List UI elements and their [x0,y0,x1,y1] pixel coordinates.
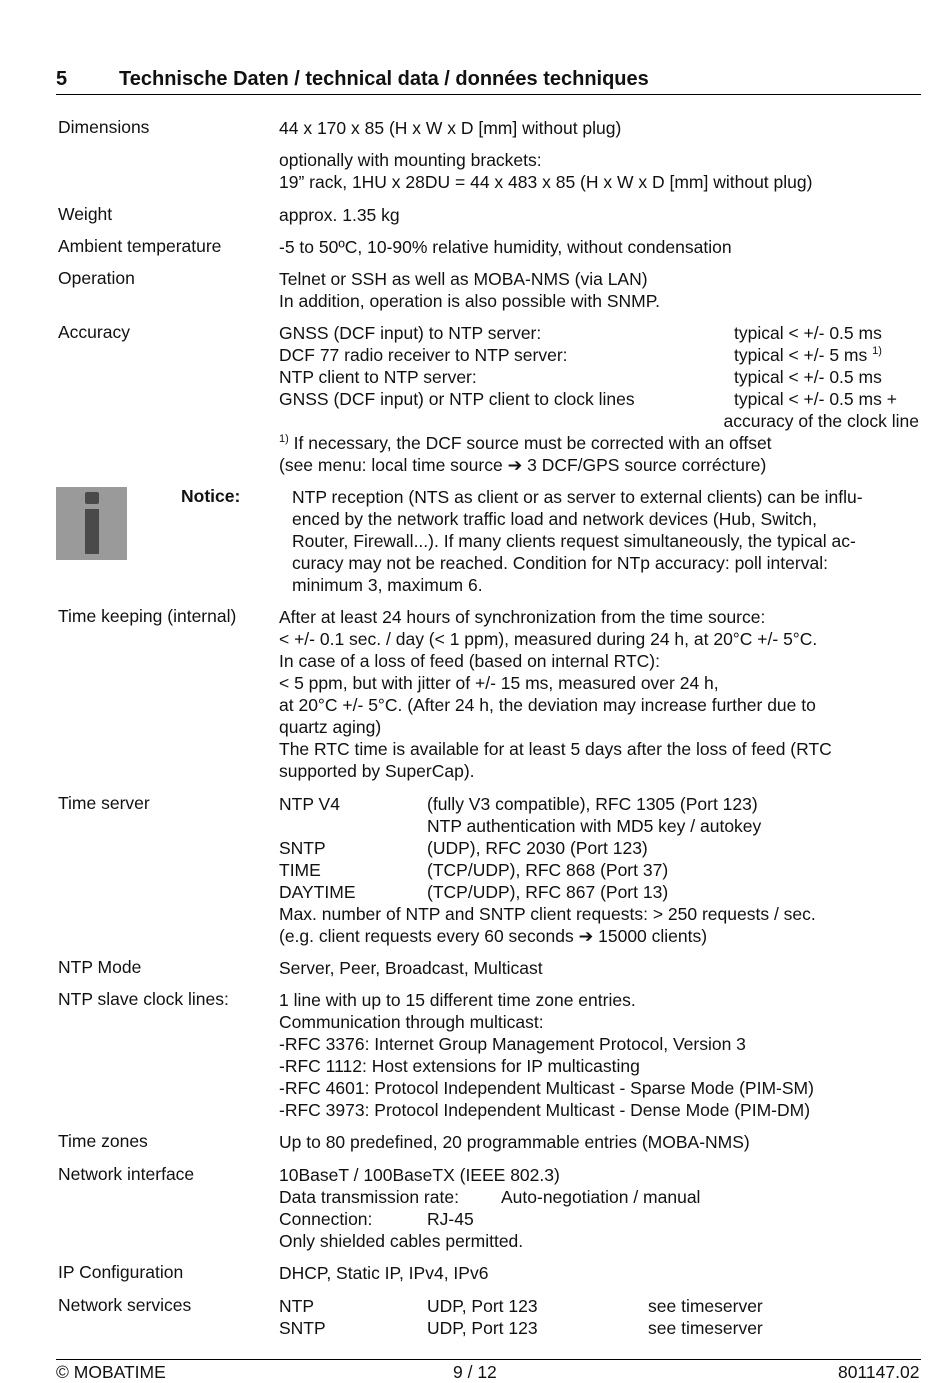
spec-label: NTP slave clock lines: [58,989,229,1009]
footnote-marker: 1) [872,345,882,357]
text-line: optionally with mounting brackets: [279,150,542,170]
protocol-row: DAYTIME (TCP/UDP), RFC 867 (Port 13) [279,882,669,902]
spec-value: Up to 80 predefined, 20 programmable entries (MOBA-NMS) [279,1132,750,1152]
spec-label: Network services [58,1295,192,1315]
footer-doc-number: 801147.02 [838,1362,920,1382]
spec-label: Weight [58,204,113,224]
spec-value [279,268,919,312]
spec-label: Dimensions [58,117,150,137]
protocol-row: NTP authentication with MD5 key / autokey [427,816,762,836]
spec-label: Time zones [58,1131,148,1151]
spec-label: Network interface [58,1164,195,1184]
spec-value: NTP V4 (fully V3 compatible), RFC 1305 (Port 123) NTP authentication with MD5 key / autokey SNTP (UDP), RFC 2030 (Port 123) TIME (TCP/UDP), RFC 868 (Port 37) DAYTIME (TCP/UDP), RFC 867 (Port 13) Max. number of NTP and SNTP client requests: > 250 requests / sec. (e.g. client requests every 60 seconds ➔ 15000 clients) [279,793,919,947]
notice-label: Notice: [181,486,241,506]
service-row: SNTP UDP, Port 123 see timeserver [279,1318,763,1338]
protocol-row: SNTP (UDP), RFC 2030 (Port 123) [279,838,648,858]
spec-value [279,117,919,193]
spec-value: approx. 1.35 kg [279,205,400,225]
spec-label: IP Configuration [58,1262,184,1282]
section-number: 5 [56,68,68,90]
spec-label: Time keeping (internal) [58,606,237,626]
spec-value: DHCP, Static IP, IPv4, IPv6 [279,1263,489,1283]
spec-label: Operation [58,268,135,288]
spec-label: Accuracy [58,322,130,342]
accuracy-row: DCF 77 radio receiver to NTP server: typical < +/- 5 ms $^{1)}$ [279,345,882,365]
spec-label: NTP Mode [58,957,142,977]
accuracy-row: NTP client to NTP server: typical < +/- 0.5 ms [279,367,882,387]
text-line: 44 x 170 x 85 (H x W x D [mm] without plug) [279,118,622,138]
spec-value [279,322,919,476]
text-line: In addition, operation is also possible with SNMP. [279,291,661,311]
accuracy-row: GNSS (DCF input) to NTP server: typical < +/- 0.5 ms [279,323,882,343]
spec-label: Time server [58,793,150,813]
info-icon [56,487,127,560]
spec-value: Server, Peer, Broadcast, Multicast [279,958,543,978]
spec-value: 10BaseT / 100BaseTX (IEEE 802.3) Data transmission rate: Auto-negotiation / manual Connection: RJ-45 Only shielded cables permitted. [279,1165,701,1251]
footer-page-number: 9 / 12 [453,1362,497,1382]
footer-copyright: © MOBATIME [56,1362,166,1382]
footnote-ref: (see menu: local time source ➔ 3 DCF/GPS source corrécture) [279,455,767,475]
spec-value [279,1295,919,1339]
section-title: Technische Daten / technical data / données techniques [119,68,649,90]
accuracy-row: GNSS (DCF input) or NTP client to clock lines typical < +/- 0.5 ms + [279,389,897,409]
spec-label: Ambient temperature [58,236,222,256]
text-line: Telnet or SSH as well as MOBA-NMS (via LAN) [279,269,648,289]
protocol-row: TIME (TCP/UDP), RFC 868 (Port 37) [279,860,669,880]
protocol-row: NTP V4 (fully V3 compatible), RFC 1305 (Port 123) [279,794,758,814]
notice-text: NTP reception (NTS as client or as server to external clients) can be influ- enced by the network traffic load and network devices (Hub, Switch, Router, Firewall...). If many clients request simultaneously, the typical ac- curacy may not be reached. Condition for NTp accuracy: poll interval: minimum 3, maximum 6. [292,487,863,595]
footer-rule [56,1359,921,1360]
spec-value: -5 to 50ºC, 10-90% relative humidity, without condensation [279,237,732,257]
spec-value: 1 line with up to 15 different time zone entries. Communication through multicast: -RFC 3376: Internet Group Management Protocol, Version 3 -RFC 1112: Host extensions for IP multicasting -RFC 4601: Protocol Independent Multicast - Sparse Mode (PIM-SM) -RFC 3973: Protocol Independent Multicast - Dense Mode (PIM-DM) [279,990,814,1120]
footnote: $^{1)}$ If necessary, the DCF source must be corrected with an offset [279,433,772,453]
text-line: 19” rack, 1HU x 28DU = 44 x 483 x 85 (H x W x D [mm] without plug) [279,172,813,192]
service-row: NTP UDP, Port 123 see timeserver [279,1296,763,1316]
header-rule [56,94,921,95]
spec-value: After at least 24 hours of synchronization from the time source: < +/- 0.1 sec. / day (< 1 ppm), measured during 24 h, at 20°C +/- 5°C. In case of a loss of feed (based on internal RTC): < 5 ppm, but with jitter of +/- 15 ms, measured over 24 h, at 20°C +/- 5°C. (After 24 h, the deviation may increase further due to quartz aging) The RTC time is available for at least 5 days after the loss of feed (RTC supported by SuperCap). [279,607,832,781]
accuracy-continuation: accuracy of the clock line [723,411,919,431]
